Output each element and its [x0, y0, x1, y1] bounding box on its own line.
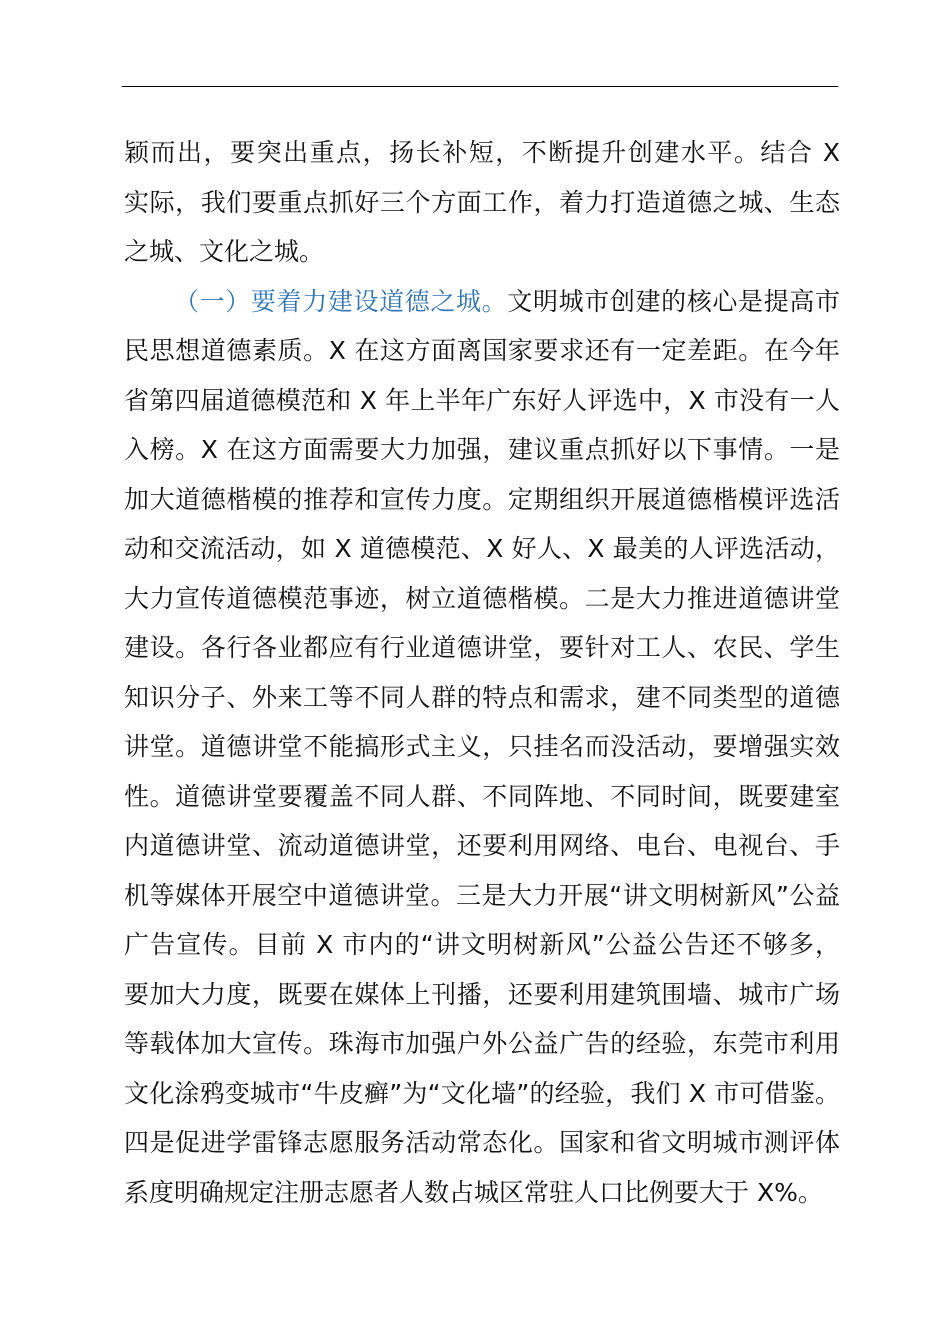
- paragraph-2-line: 动和交流活动，如 X 道德模范、X 好人、X 最美的人评选活动，: [124, 534, 840, 563]
- paragraph-2-line: 省第四届道德模范和 X 年上半年广东好人评选中，X 市没有一人: [124, 385, 840, 415]
- paragraph-2-line: 等载体加大宣传。珠海市加强户外公益广告的经验，东莞市利用: [124, 1029, 840, 1058]
- paragraph-2-line: 机等媒体开展空中道德讲堂。三是大力开展“讲文明树新风”公益: [124, 880, 840, 910]
- paragraph-2-line: 系度明确规定注册志愿者人数占城区常驻人口比例要大于 X%。: [124, 1177, 823, 1207]
- paragraph-2-line: 知识分子、外来工等不同人群的特点和需求，建不同类型的道德: [124, 682, 840, 712]
- header-rule: [122, 86, 838, 87]
- paragraph-2-line: 性。道德讲堂要覆盖不同人群、不同阵地、不同时间，既要建室: [124, 781, 840, 811]
- paragraph-2-line: 入榜。X 在这方面需要大力加强，建议重点抓好以下事情。一是: [124, 435, 840, 464]
- document-body: [124, 128, 840, 1217]
- paragraph-2-line: 讲堂。道德讲堂不能搞形式主义，只挂名而没活动，要增强实效: [124, 732, 840, 761]
- paragraph-2-line: 加大道德楷模的推荐和宣传力度。定期组织开展道德楷模评选活: [124, 484, 840, 514]
- paragraph-1-line-2: 实际，我们要重点抓好三个方面工作，着力打造道德之城、生态: [124, 187, 840, 217]
- paragraph-2-line: 大力宣传道德模范事迹，树立道德楷模。二是大力推进道德讲堂: [124, 583, 840, 613]
- paragraph-2-line: 要加大力度，既要在媒体上刊播，还要利用建筑围墙、城市广场: [124, 979, 840, 1009]
- paragraph-2-line: 广告宣传。目前 X 市内的“讲文明树新风”公益公告还不够多，: [124, 930, 840, 959]
- paragraph-1-line-1: 颖而出，要突出重点，扬长补短，不断提升创建水平。结合 X: [124, 138, 840, 167]
- paragraph-2-line: 民思想道德素质。X 在这方面离国家要求还有一定差距。在今年: [124, 336, 840, 365]
- section-heading: （一）要着力建设道德之城。: [174, 286, 508, 316]
- paragraph-2-line-1-text: 文明城市创建的核心是提高市: [507, 286, 840, 316]
- paragraph-2-line-1: [124, 277, 840, 327]
- paragraph-2-line: 文化涂鸦变城市“牛皮癣”为“文化墙”的经验，我们 X 市可借鉴。: [124, 1078, 840, 1108]
- paragraph-2-line: 建设。各行各业都应有行业道德讲堂，要针对工人、农民、学生: [124, 633, 840, 662]
- paragraph-2-line: 四是促进学雷锋志愿服务活动常态化。国家和省文明城市测评体: [124, 1128, 840, 1157]
- paragraph-2-line: 内道德讲堂、流动道德讲堂，还要利用网络、电台、电视台、手: [124, 831, 840, 860]
- paragraph-1-line-3: 之城、文化之城。: [124, 237, 325, 266]
